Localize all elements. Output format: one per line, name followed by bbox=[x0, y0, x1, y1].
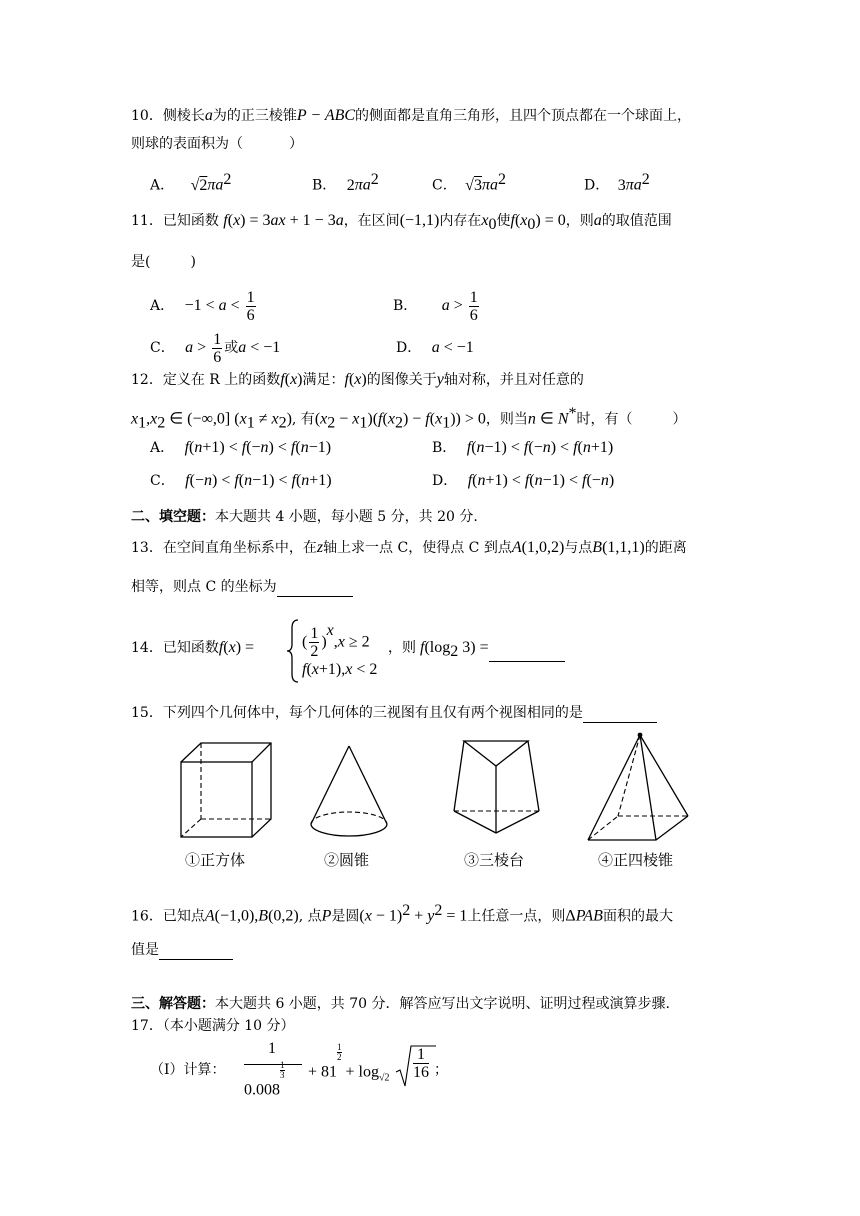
q11-line2: 是( ) bbox=[131, 254, 196, 270]
q12-option-d: D． f(n+1) < f(n−1) < f(−n) bbox=[432, 472, 615, 489]
q10-number: 10． bbox=[131, 108, 163, 124]
q10-line1: 10．侧棱长a为的正三棱锥P − ABC的侧面都是直角三角形，且四个顶点都在一个球面上， bbox=[131, 107, 692, 124]
q11-option-d: D． a < −1 bbox=[396, 339, 474, 356]
q13-answer-blank bbox=[277, 580, 353, 597]
q15-answer-blank bbox=[583, 706, 657, 723]
q10-option-c: C． $√3\pi a^2$ bbox=[432, 171, 506, 194]
q13-line1: 13．在空间直角坐标系中，在z轴上求一点 C，使得点 C 到点A(1,0,2)与点B(1,1,1)的距离 bbox=[131, 539, 687, 556]
caption-pyramid: ④正四棱锥 bbox=[598, 851, 674, 869]
q16-line1: 16．已知点A(−1,0),B(0,2), 点P是圆$(x - 1)^2 + y^2 = 1$上任意一点，则ΔPAB面积的最大 bbox=[131, 902, 673, 925]
q14-case1: ( $\frac{1}{2}$ )$^x$,x ≥ 2 bbox=[302, 622, 370, 661]
q12-line2: $x_1,x_2$ ∈ (−∞,0] $(x_1 \ne x_2)$, 有$(x_2 - x_1)(f(x_2) - f(x_1)) > 0$，则当n ∈ N*时，有（ ） bbox=[131, 405, 687, 432]
q16-line2: 值是 bbox=[131, 940, 233, 960]
caption-cube: ①正方体 bbox=[185, 851, 246, 869]
cone-figure bbox=[305, 744, 395, 844]
q11-line1: 11．已知函数 f(x) = 3ax + 1 − 3a，在区间(−1,1)内存在$x_0$使$f(x_0) = 0$，则a的取值范围 bbox=[131, 212, 672, 233]
piecewise-brace bbox=[284, 618, 304, 684]
q15-line1: 15．下列四个几何体中，每个几何体的三视图有且仅有两个视图相同的是 bbox=[131, 703, 657, 723]
q10-line2: 则球的表面积为（ ） bbox=[131, 136, 303, 152]
q11-option-a: A． −1 < a < $\frac{1}{6}$ bbox=[150, 288, 255, 324]
q12-option-c: C． f(−n) < f(n−1) < f(n+1) bbox=[150, 472, 332, 489]
caption-frustum: ③三棱台 bbox=[464, 851, 525, 869]
q12-line1: 12．定义在 R 上的函数f(x)满足：f(x)的图像关于y轴对称，并且对任意的 bbox=[131, 371, 584, 388]
section-fill-in-heading: 二、填空题：本大题共 4 小题，每小题 5 分，共 20 分. bbox=[131, 509, 478, 525]
section-solutions-heading: 三、解答题：本大题共 6 小题，共 70 分．解答应写出文字说明、证明过程或演算步骤. bbox=[131, 996, 670, 1012]
q12-option-b: B． f(n−1) < f(−n) < f(n+1) bbox=[432, 439, 614, 456]
q14-ask: ，则 $f(\log_2$ 3) = bbox=[388, 638, 565, 662]
frustum-figure bbox=[446, 738, 546, 842]
caption-cone: ②圆锥 bbox=[324, 851, 370, 869]
q17-part1-label: （Ⅰ）计算： bbox=[150, 1062, 226, 1078]
q11-option-b: B． a > $\frac{1}{6}$ bbox=[393, 288, 478, 324]
q10-option-b: B． $2\pi a^2$ bbox=[312, 171, 379, 194]
q17-header: 17．（本小题满分 10 分） bbox=[131, 1018, 295, 1034]
q13-line2: 相等，则点 C 的坐标为 bbox=[131, 577, 353, 597]
q10-option-d: D． $3\pi a^2$ bbox=[584, 171, 650, 194]
pyramid-figure bbox=[584, 730, 694, 846]
q14-line1: 14．已知函数f(x) = bbox=[131, 639, 255, 656]
q12-option-a: A． f(n+1) < f(−n) < f(n−1) bbox=[150, 439, 332, 456]
q14-case2: f(x+1),x < 2 bbox=[302, 661, 378, 678]
q16-answer-blank bbox=[159, 943, 233, 960]
q17-end: ； bbox=[434, 1062, 448, 1078]
q14-answer-blank bbox=[489, 645, 565, 662]
q10-option-a: A． $√2\pi a^2$ bbox=[150, 171, 232, 194]
q11-option-c: C． a > $\frac{1}{6}$ 或a < −1 bbox=[150, 330, 281, 366]
q17-formula: 1 0.008 $^{\frac{1}{3}}$ + 81 $^{\frac{1}{2}}$ + $\log_{√2}$ $\frac{1}{16}$ bbox=[240, 1040, 450, 1100]
cube-figure bbox=[176, 740, 276, 844]
